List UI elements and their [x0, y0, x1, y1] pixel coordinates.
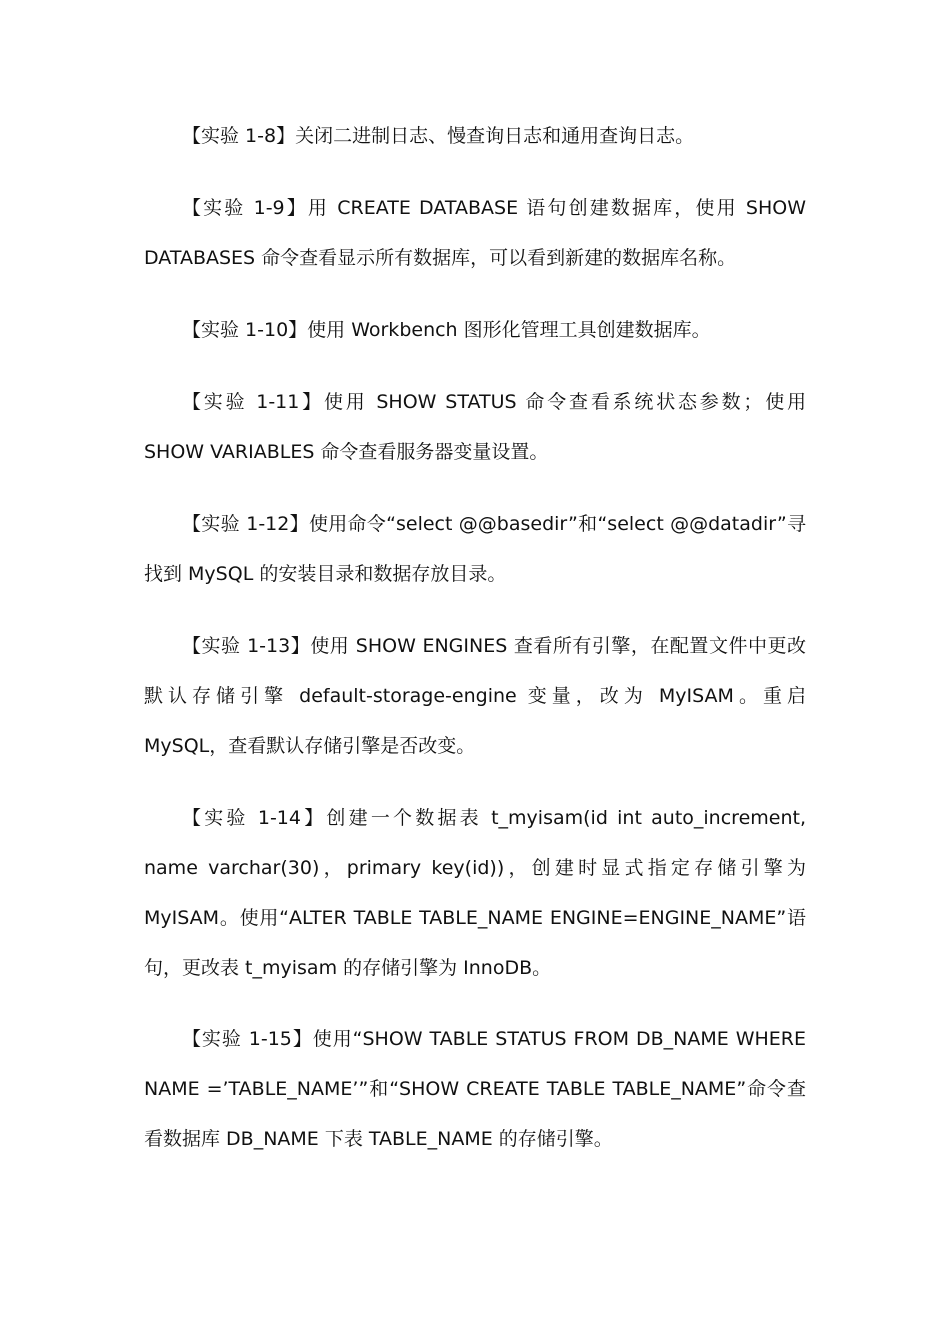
paragraph-experiment-1-8: 【实验 1-8】关闭二进制日志、慢查询日志和通用查询日志。 — [182, 125, 695, 147]
paragraph-experiment-1-15: 【实验 1-15】使用“SHOW TABLE STATUS FROM DB_NAME WHERE NAME =’TABLE_NAME’”和“SHOW CREATE TABLE TABLE_NAME”命令查看数据库 DB_NAME 下表 TABLE_NAME 的存储引擎。 — [144, 1028, 806, 1150]
paragraph-experiment-1-11: 【实验 1-11】使用 SHOW STATUS 命令查看系统状态参数；使用 SHOW VARIABLES 命令查看服务器变量设置。 — [144, 391, 806, 463]
paragraph-experiment-1-12: 【实验 1-12】使用命令“select @@basedir”和“select @@datadir”寻找到 MySQL 的安装目录和数据存放目录。 — [144, 513, 806, 585]
paragraph-experiment-1-14: 【实验 1-14】创建一个数据表 t_myisam(id int auto_increment, name varchar(30)，primary key(id))，创建时显式指定存储引擎为 MyISAM。使用“ALTER TABLE TABLE_NAME ENGINE=ENGINE_NAME”语句，更改表 t_myisam 的存储引擎为 InnoDB。 — [144, 807, 806, 979]
paragraph-experiment-1-10: 【实验 1-10】使用 Workbench 图形化管理工具创建数据库。 — [182, 319, 711, 341]
paragraph-experiment-1-13: 【实验 1-13】使用 SHOW ENGINES 查看所有引擎，在配置文件中更改默认存储引擎 default-storage-engine 变量，改为 MyISAM。重启 MySQL，查看默认存储引擎是否改变。 — [144, 635, 806, 757]
paragraph-experiment-1-9: 【实验 1-9】用 CREATE DATABASE 语句创建数据库，使用 SHOW DATABASES 命令查看显示所有数据库，可以看到新建的数据库名称。 — [144, 197, 806, 269]
